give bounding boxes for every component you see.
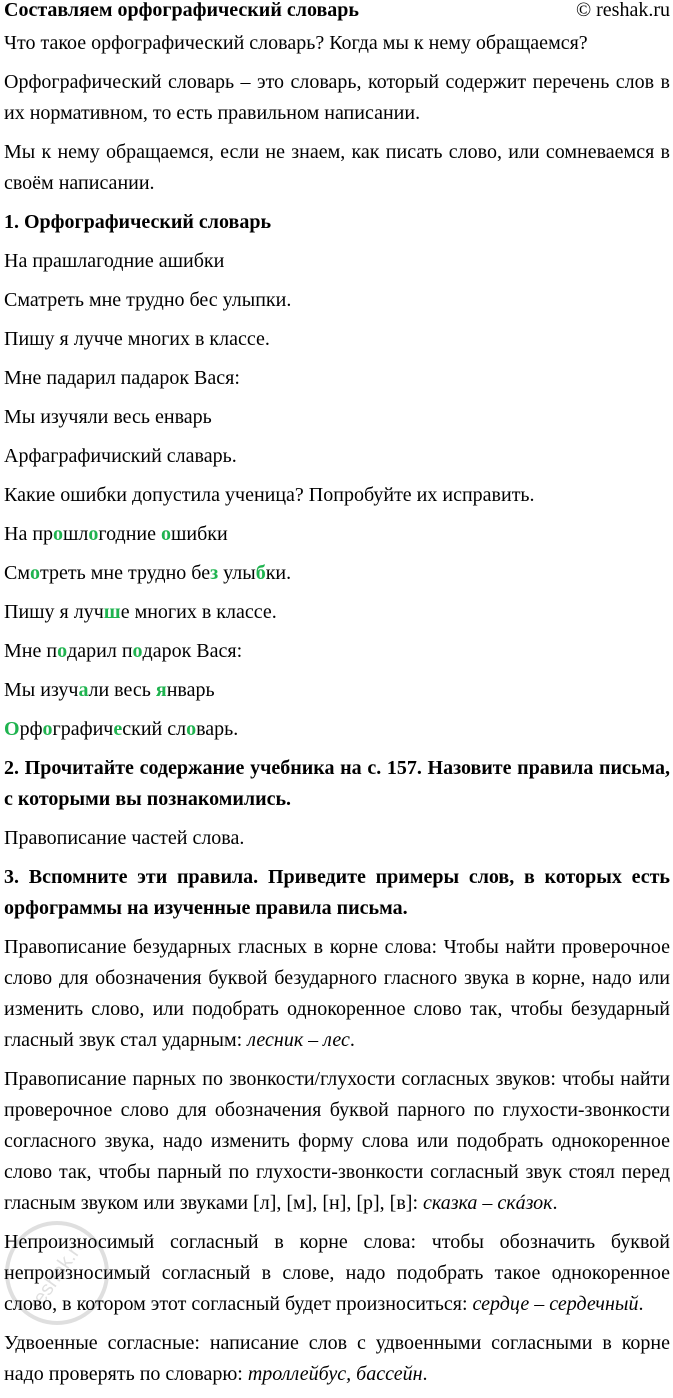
poem-line: Мне падарил падарок Вася:: [4, 367, 240, 389]
corrected-letter: О: [4, 718, 20, 740]
line-text: шл: [63, 523, 89, 545]
line-text: шибки: [171, 523, 228, 545]
line-text: варь.: [196, 718, 239, 740]
corrected-letter: о: [30, 562, 40, 584]
poem-line: Пишу я лучче многих в классе.: [4, 328, 270, 350]
rule-text: Правописание парных по звонкости/глухости согласных звуков: чтобы найти проверочное слово для обозначения буквой парного по глухости-звонкости согласного звука, надо изменить форму слова или подобрать однокоренное слово так, чтобы парный по глухости-звонкости согласный звук стоял перед гласным звуком или звуками [л], [м], [н], [р], [в]:: [4, 1068, 670, 1214]
intro-question: Что такое орфографический словарь? Когда мы к нему обращаемся?: [4, 32, 588, 54]
corrected-line: [4, 714, 670, 745]
line-text: е многих в классе.: [120, 601, 277, 623]
corrected-letter: е: [113, 718, 123, 740]
line-text: дарок Вася:: [142, 640, 243, 662]
site-credit: © reshak.ru: [575, 0, 670, 21]
line-text: На пр: [4, 523, 54, 545]
header: [4, 0, 670, 28]
poem-line: Мы изучяли весь енварь: [4, 406, 212, 428]
corrected-letter: о: [161, 523, 172, 545]
poem-line: На прашлагодние ашибки: [4, 250, 225, 272]
corrected-letter: ш: [103, 601, 121, 623]
line-text: треть мне трудно бе: [40, 562, 211, 584]
rule-end: .: [422, 1363, 428, 1385]
corrected-letter: о: [53, 523, 64, 545]
line-text: ки.: [265, 562, 292, 584]
rule-example: сердце – сердечный: [472, 1293, 639, 1315]
line-text: улы: [218, 562, 256, 584]
intro-answer-1: Орфографический словарь – это словарь, который содержит перечень слов в их нормативном, то есть правильном написании.: [4, 71, 670, 124]
rule-text: Удвоенные согласные: написание слов с удвоенными согласными в корне надо проверять по словарю:: [4, 1332, 670, 1385]
line-text: дарил п: [67, 640, 133, 662]
task3-heading: 3. Вспомните эти правила. Приведите примеры слов, в которых есть орфограммы на изученные правила письма.: [4, 866, 670, 919]
poem-line: Сматреть мне трудно бес улыпки.: [4, 289, 292, 311]
line-text: Мы изуч: [4, 679, 79, 701]
corrected-letter: я: [155, 679, 167, 701]
rule-end: .: [638, 1293, 644, 1315]
line-text: графич: [52, 718, 114, 740]
line-text: Мне п: [4, 640, 58, 662]
line-text: нварь: [166, 679, 215, 701]
rule-text: Непроизносимый согласный в корне слова: чтобы обозначить буквой непроизносимый согласный в слове, надо подобрать такое однокоренное слово, в котором этот согласный будет произноситься:: [4, 1231, 670, 1315]
rule-example: лесник – лес: [247, 1029, 350, 1051]
task1-question: Какие ошибки допустила ученица? Попробуйте их исправить.: [4, 484, 535, 506]
task2-heading: 2. Прочитайте содержание учебника на с. 157. Назовите правила письма, с которыми вы познакомились.: [4, 757, 670, 810]
corrected-letter: о: [132, 640, 143, 662]
rule-paragraph: [4, 1064, 670, 1219]
rule-example: сказка – скáзок: [423, 1192, 553, 1214]
corrected-line: [4, 675, 670, 706]
page: [4, 0, 670, 1398]
line-text: рф: [19, 718, 43, 740]
corrected-line: [4, 519, 670, 550]
corrected-letter: о: [42, 718, 53, 740]
rule-example: троллейбус, бассейн: [247, 1363, 423, 1385]
corrected-letter: а: [78, 679, 89, 701]
corrected-letter: о: [57, 640, 68, 662]
line-text: Пишу я луч: [4, 601, 104, 623]
line-text: ли весь: [88, 679, 156, 701]
corrected-letter: б: [255, 562, 266, 584]
rule-end: .: [349, 1029, 355, 1051]
corrected-letter: о: [186, 718, 197, 740]
rule-end: .: [552, 1192, 558, 1214]
corrected-letter: з: [210, 562, 219, 584]
task1-heading: 1. Орфографический словарь: [4, 211, 272, 233]
rule-text: Правописание безударных гласных в корне слова: Чтобы найти проверочное слово для обозначения буквой безударного гласного звука в корне, надо или изменить слово, или подобрать однокоренное слово так, чтобы безударный гласный звук стал ударным:: [4, 936, 670, 1051]
corrected-letter: о: [88, 523, 99, 545]
rule-paragraph: [4, 932, 670, 1056]
watermark-text: reshak.ru: [24, 1233, 91, 1315]
line-text: годние: [98, 523, 162, 545]
page-title: Составляем орфографический словарь: [4, 0, 359, 21]
poem-line: Арфаграфичиский славарь.: [4, 445, 237, 467]
task2-answer: Правописание частей слова.: [4, 827, 245, 849]
intro-answer-2: Мы к нему обращаемся, если не знаем, как писать слово, или сомневаемся в своём написании.: [4, 141, 670, 194]
corrected-line: [4, 558, 670, 589]
line-text: См: [4, 562, 30, 584]
watermark-logo: [2, 1208, 112, 1338]
corrected-line: [4, 636, 670, 667]
line-text: ский сл: [122, 718, 187, 740]
corrected-line: [4, 597, 670, 628]
